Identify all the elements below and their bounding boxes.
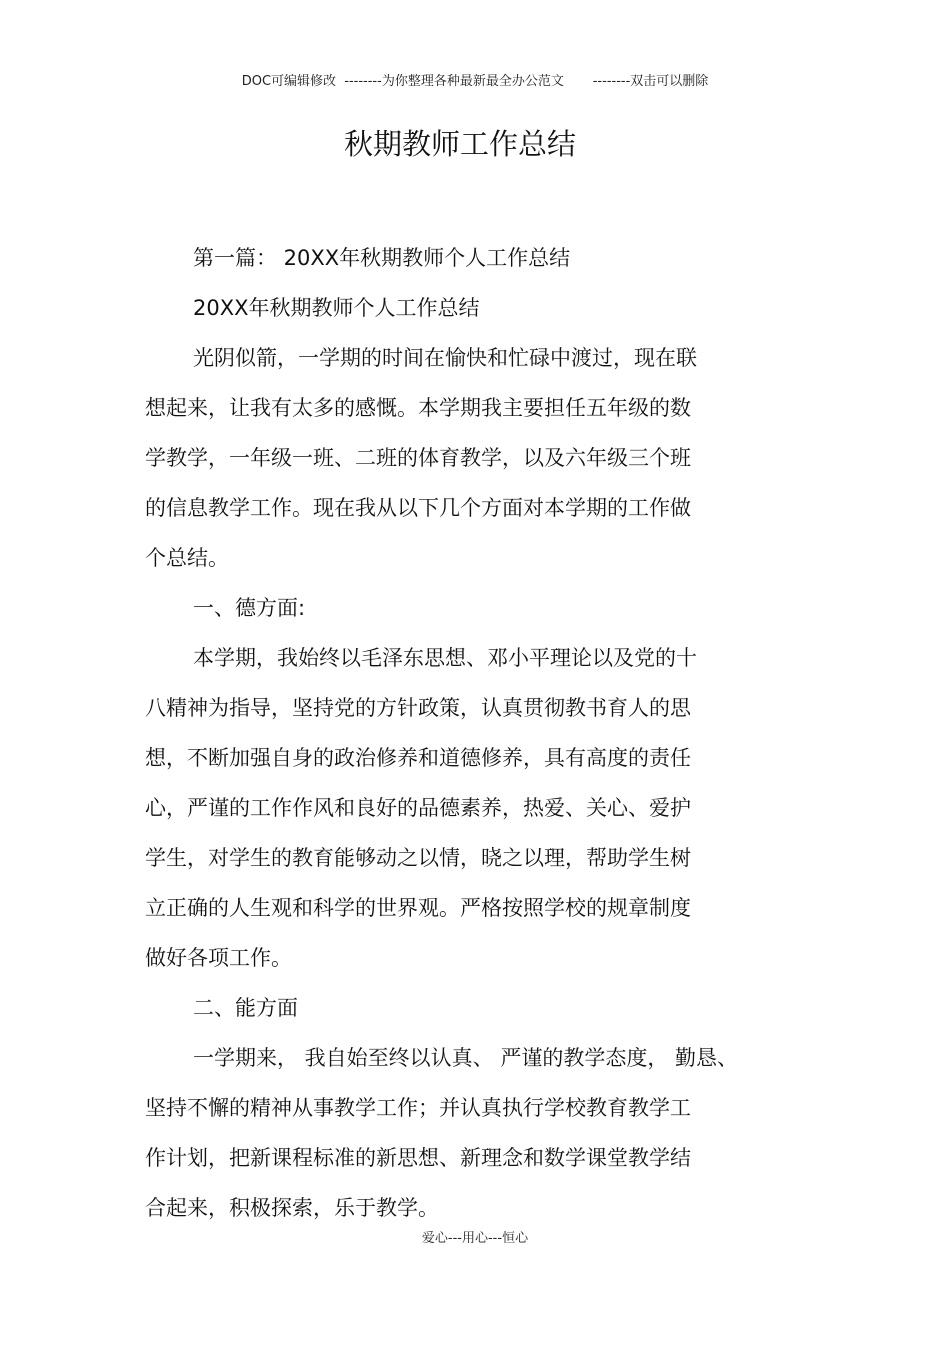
- paragraph-line: 想，不断加强自身的政治修养和道德修养，具有高度的责任: [145, 746, 691, 770]
- document-body: [145, 233, 825, 1233]
- paragraph-line: 坚持不懈的精神从事教学工作；并认真执行学校教育教学工: [145, 1096, 691, 1120]
- paragraph-line: 学生，对学生的教育能够动之以情，晓之以理，帮助学生树: [145, 846, 691, 870]
- paragraph-line: 学教学，一年级一班、二班的体育教学，以及六年级三个班: [145, 446, 691, 470]
- paragraph-line: 作计划，把新课程标准的新思想、新理念和数学课堂教学结: [145, 1146, 691, 1170]
- paragraph-line: 本学期，我始终以毛泽东思想、邓小平理论以及党的十: [193, 646, 697, 670]
- section-heading-1: 第一篇： 20XX年秋期教师个人工作总结: [193, 246, 571, 270]
- document-title: 秋期教师工作总结: [343, 127, 576, 161]
- section-heading-de: 一、德方面:: [193, 596, 306, 620]
- paragraph-line: 合起来，积极探索，乐于教学。: [145, 1196, 439, 1220]
- paragraph-line: 个总结。: [145, 546, 229, 570]
- paragraph-line: 立正确的人生观和科学的世界观。严格按照学校的规章制度: [145, 896, 691, 920]
- paragraph-line: 八精神为指导，坚持党的方针政策，认真贯彻教书育人的思: [145, 696, 691, 720]
- section-heading-neng: 二、能方面: [193, 996, 298, 1020]
- page-header: DOC可编辑修改 --------为你整理各种最新最全办公范文 --------双击可以删除: [241, 74, 709, 89]
- paragraph-line: 的信息教学工作。现在我从以下几个方面对本学期的工作做: [145, 496, 691, 520]
- page-footer: 爱心---用心---恒心: [421, 1231, 529, 1246]
- paragraph-line: 想起来，让我有太多的感慨。本学期我主要担任五年级的数: [145, 396, 691, 420]
- paragraph-line: 光阴似箭，一学期的时间在愉快和忙碌中渡过，现在联: [193, 346, 697, 370]
- subtitle-line: 20XX年秋期教师个人工作总结: [193, 296, 480, 320]
- paragraph-line: 做好各项工作。: [145, 946, 292, 970]
- paragraph-line: 心，严谨的工作作风和良好的品德素养，热爱、关心、爱护: [145, 796, 691, 820]
- paragraph-line: 一学期来， 我自始至终以认真、 严谨的教学态度， 勤恳、: [193, 1046, 739, 1070]
